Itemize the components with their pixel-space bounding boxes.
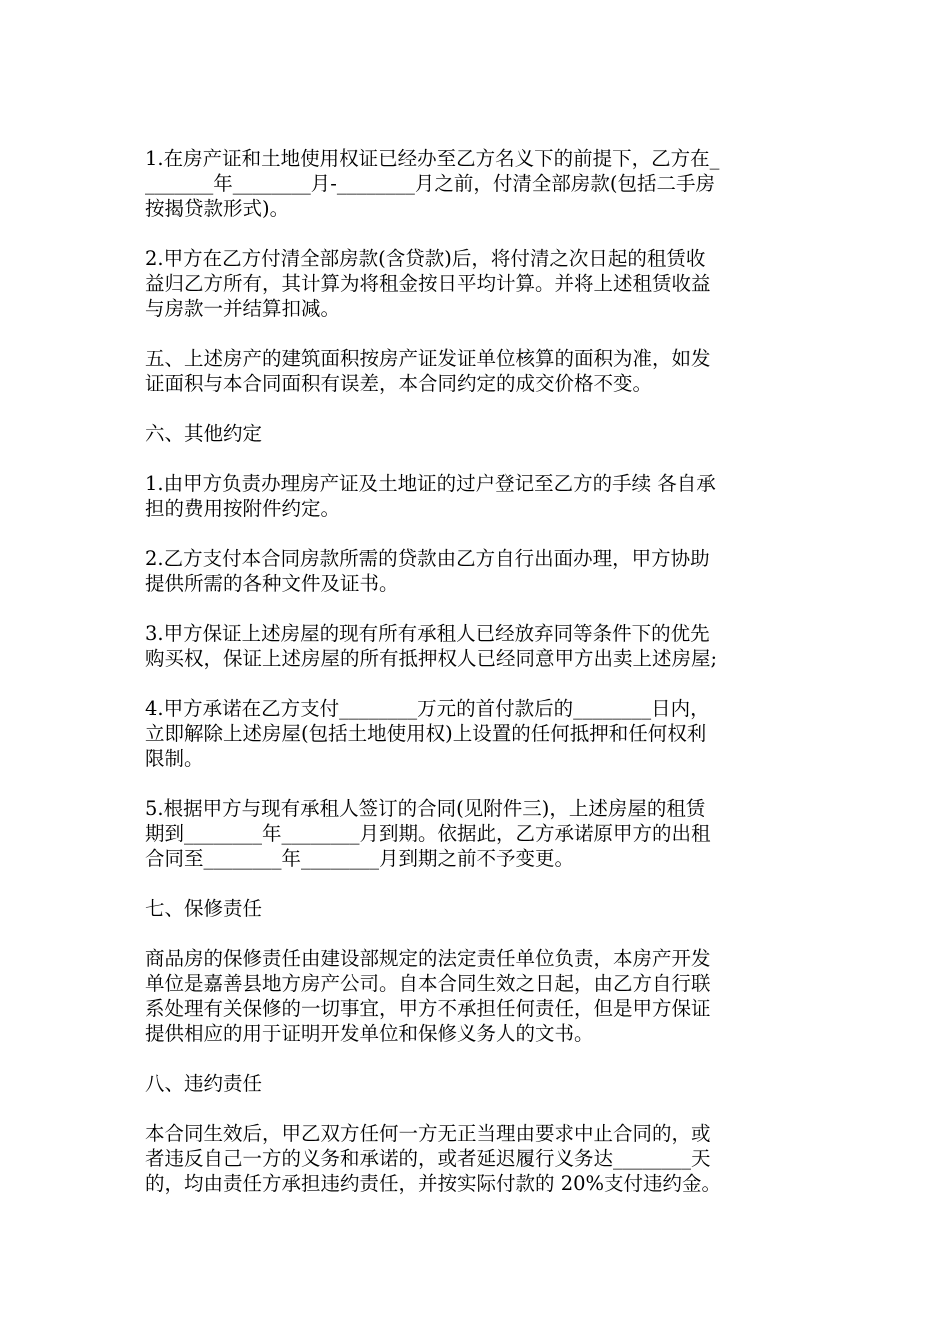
paragraph [145, 471, 815, 521]
paragraph [145, 1071, 815, 1096]
text-line: 本合同生效后，甲乙双方任何一方无正当理由要求中止合同的，或 [145, 1122, 711, 1145]
paragraph [145, 796, 815, 871]
text-line: 提供相应的用于证明开发单位和保修义务人的文书。 [145, 1022, 594, 1045]
text-line: 购买权，保证上述房屋的所有抵押权人已经同意甲方出卖上述房屋; [145, 647, 718, 670]
paragraph [145, 146, 815, 221]
text-line: 的，均由责任方承担违约责任，并按实际付款的 20%支付违约金。 [145, 1172, 722, 1195]
text-line: 4.甲方承诺在乙方支付________万元的首付款后的________日内， [145, 697, 710, 720]
paragraph [145, 246, 815, 321]
text-line: 八、违约责任 [145, 1072, 263, 1095]
text-line: 1.由甲方负责办理房产证及土地证的过户登记至乙方的手续 各自承 [145, 472, 716, 495]
text-line: 单位是嘉善县地方房产公司。自本合同生效之日起，由乙方自行联 [145, 972, 711, 995]
paragraph [145, 696, 815, 771]
text-line: 期到________年________月到期。依据此，乙方承诺原甲方的出租 [145, 822, 711, 845]
text-line: 合同至________年________月到期之前不予变更。 [145, 847, 575, 870]
text-line: 立即解除上述房屋(包括土地使用权)上设置的任何抵押和任何权利 [145, 722, 707, 745]
text-line: 3.甲方保证上述房屋的现有所有承租人已经放弃同等条件下的优先 [145, 622, 710, 645]
paragraph [145, 546, 815, 596]
paragraph [145, 946, 815, 1046]
text-line: 与房款一并结算扣减。 [145, 297, 341, 320]
text-line: 商品房的保修责任由建设部规定的法定责任单位负责，本房产开发 [145, 947, 711, 970]
text-line: 提供所需的各种文件及证书。 [145, 572, 399, 595]
paragraph [145, 896, 815, 921]
document-page [145, 146, 815, 1221]
text-line: 六、其他约定 [145, 422, 263, 445]
text-line: 按揭贷款形式)。 [145, 197, 290, 220]
text-line: 5.根据甲方与现有承租人签订的合同(见附件三)，上述房屋的租赁 [145, 797, 706, 820]
text-line: 益归乙方所有，其计算为将租金按日平均计算。并将上述租赁收益 [145, 272, 711, 295]
paragraph [145, 1121, 815, 1196]
text-line: 1.在房产证和土地使用权证已经办至乙方名义下的前提下，乙方在_ [145, 147, 720, 170]
text-line: 担的费用按附件约定。 [145, 497, 341, 520]
text-line: 证面积与本合同面积有误差，本合同约定的成交价格不变。 [145, 372, 653, 395]
paragraph [145, 346, 815, 396]
paragraph [145, 421, 815, 446]
text-line: 系处理有关保修的一切事宜，甲方不承担任何责任，但是甲方保证 [145, 997, 711, 1020]
text-line: 七、保修责任 [145, 897, 263, 920]
text-line: 限制。 [145, 747, 204, 770]
text-line: 2.乙方支付本合同房款所需的贷款由乙方自行出面办理，甲方协助 [145, 547, 710, 570]
text-line: 2.甲方在乙方付清全部房款(含贷款)后，将付清之次日起的租赁收 [145, 247, 706, 270]
paragraph [145, 621, 815, 671]
text-line: 五、上述房产的建筑面积按房产证发证单位核算的面积为准，如发 [145, 347, 711, 370]
text-line: _______年________月-________月之前，付清全部房款(包括二手房 [145, 172, 715, 195]
text-line: 者违反自己一方的义务和承诺的，或者延迟履行义务达________天 [145, 1147, 711, 1170]
